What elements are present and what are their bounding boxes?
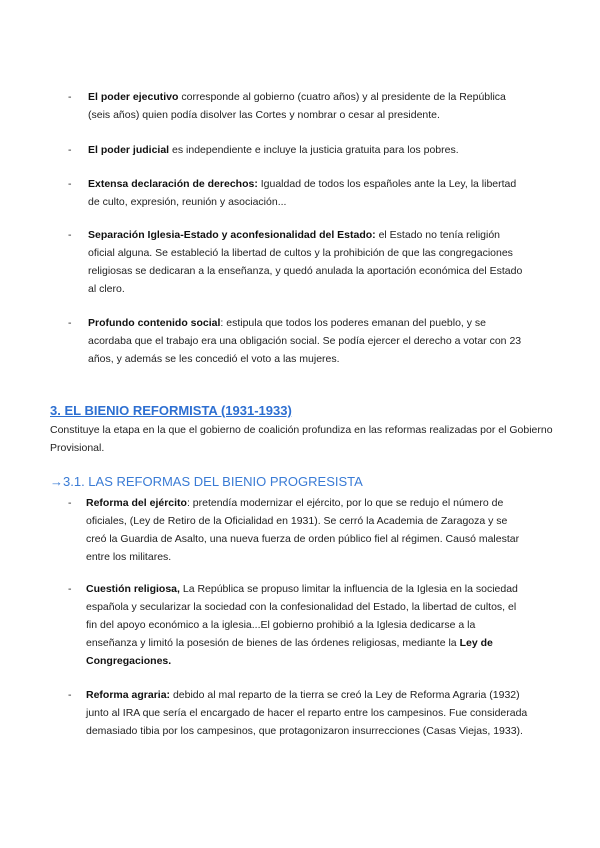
item-bold-term: Separación Iglesia-Estado y aconfesionalidad del Estado:: [88, 229, 376, 241]
list-item: [68, 175, 528, 211]
bullet-dash: -: [68, 91, 72, 103]
item-bold-term: Cuestión religiosa,: [86, 583, 180, 595]
section-intro: Constituye la etapa en la que el gobierno de coalición profundiza en las reformas realizadas por el Gobierno Provisional.: [50, 424, 553, 454]
item-bold-term: El poder ejecutivo: [88, 91, 179, 103]
list-item-body: [86, 686, 528, 740]
list-item-body: [88, 226, 528, 298]
list-item-body: [88, 88, 528, 124]
arrow-icon: →: [50, 474, 63, 489]
bullet-dash: -: [68, 317, 72, 329]
item-bold-term: Extensa declaración de derechos:: [88, 178, 258, 190]
item-text: : estipula que todos los poderes emanan del pueblo, y se acordaba que el trabajo era una obligación social. Se podía ejercer el derecho a votar con 23 años, y además se les concedió el voto a las mujeres.: [88, 317, 522, 365]
item-text: : pretendía modernizar el ejército, por lo que se redujo el número de oficiales, (Ley de Retiro de la Oficialidad en 1931). Se cerró la Academia de Zaragoza y se creó la Guardia de Asalto, una nueva fuerza de orden público fiel al régimen. Causó malestar entre los militares.: [86, 497, 520, 563]
item-bold-law: Ley de Congregaciones.: [86, 637, 493, 667]
subsection-heading: [50, 474, 363, 489]
list-item-body: [88, 175, 528, 211]
list-item: [68, 314, 528, 368]
item-text: es independiente e incluye la justicia gratuita para los pobres.: [169, 144, 459, 156]
bullet-dash: -: [68, 144, 72, 156]
item-bold-term: Reforma agraria:: [86, 689, 171, 701]
item-text: La República se propuso limitar la influencia de la Iglesia en la sociedad española y secularizar la sociedad con la confesionalidad del Estado, la libertad de cultos, el fin del apoyo económico a la iglesia...El gobierno prohibió a la Iglesia dedicarse a la enseñanza y limitó la posesión de bienes de las órdenes religiosas, mediante la: [86, 583, 518, 649]
list-item: [68, 226, 528, 298]
list-item-body: [88, 314, 528, 368]
bullet-dash: -: [68, 497, 72, 509]
list-item: [68, 686, 528, 740]
item-text: corresponde al gobierno (cuatro años) y al presidente de la República (seis años) quien podía disolver las Cortes y nombrar o cesar al presidente.: [88, 91, 506, 121]
item-bold-term: El poder judicial: [88, 144, 170, 156]
list-item-body: [86, 580, 528, 670]
item-text: el Estado no tenía religión oficial alguna. Se estableció la libertad de cultos y la prohibición de que las congregaciones religiosas se dedicaran a la enseñanza, y quedó anulada la aportación económica del Estado al clero.: [88, 229, 523, 295]
list-item-body: [88, 141, 528, 159]
list-item: [68, 580, 528, 670]
item-bold-term: Reforma del ejército: [86, 497, 187, 509]
section-heading: 3. EL BIENIO REFORMISTA (1931-1933): [50, 403, 292, 418]
item-text: debido al mal reparto de la tierra se creó la Ley de Reforma Agraria (1932) junto al IRA que sería el encargado de hacer el reparto entre los campesinos. Fue considerada demasiado tibia por los campesinos, que protagonizaron insurrecciones (Casas Viejas, 1933).: [86, 689, 528, 737]
bullet-dash: -: [68, 689, 72, 701]
bullet-dash: -: [68, 229, 72, 241]
bullet-dash: -: [68, 583, 72, 595]
subsection-heading-text: 3.1. LAS REFORMAS DEL BIENIO PROGRESISTA: [63, 474, 363, 489]
list-item-body: [86, 494, 528, 566]
list-item: [68, 88, 528, 124]
item-bold-term: Profundo contenido social: [88, 317, 221, 329]
bullet-dash: -: [68, 178, 72, 190]
item-text: Igualdad de todos los españoles ante la Ley, la libertad de culto, expresión, reunión y asociación...: [88, 178, 517, 208]
list-item: [68, 141, 528, 159]
list-item: [68, 494, 528, 566]
